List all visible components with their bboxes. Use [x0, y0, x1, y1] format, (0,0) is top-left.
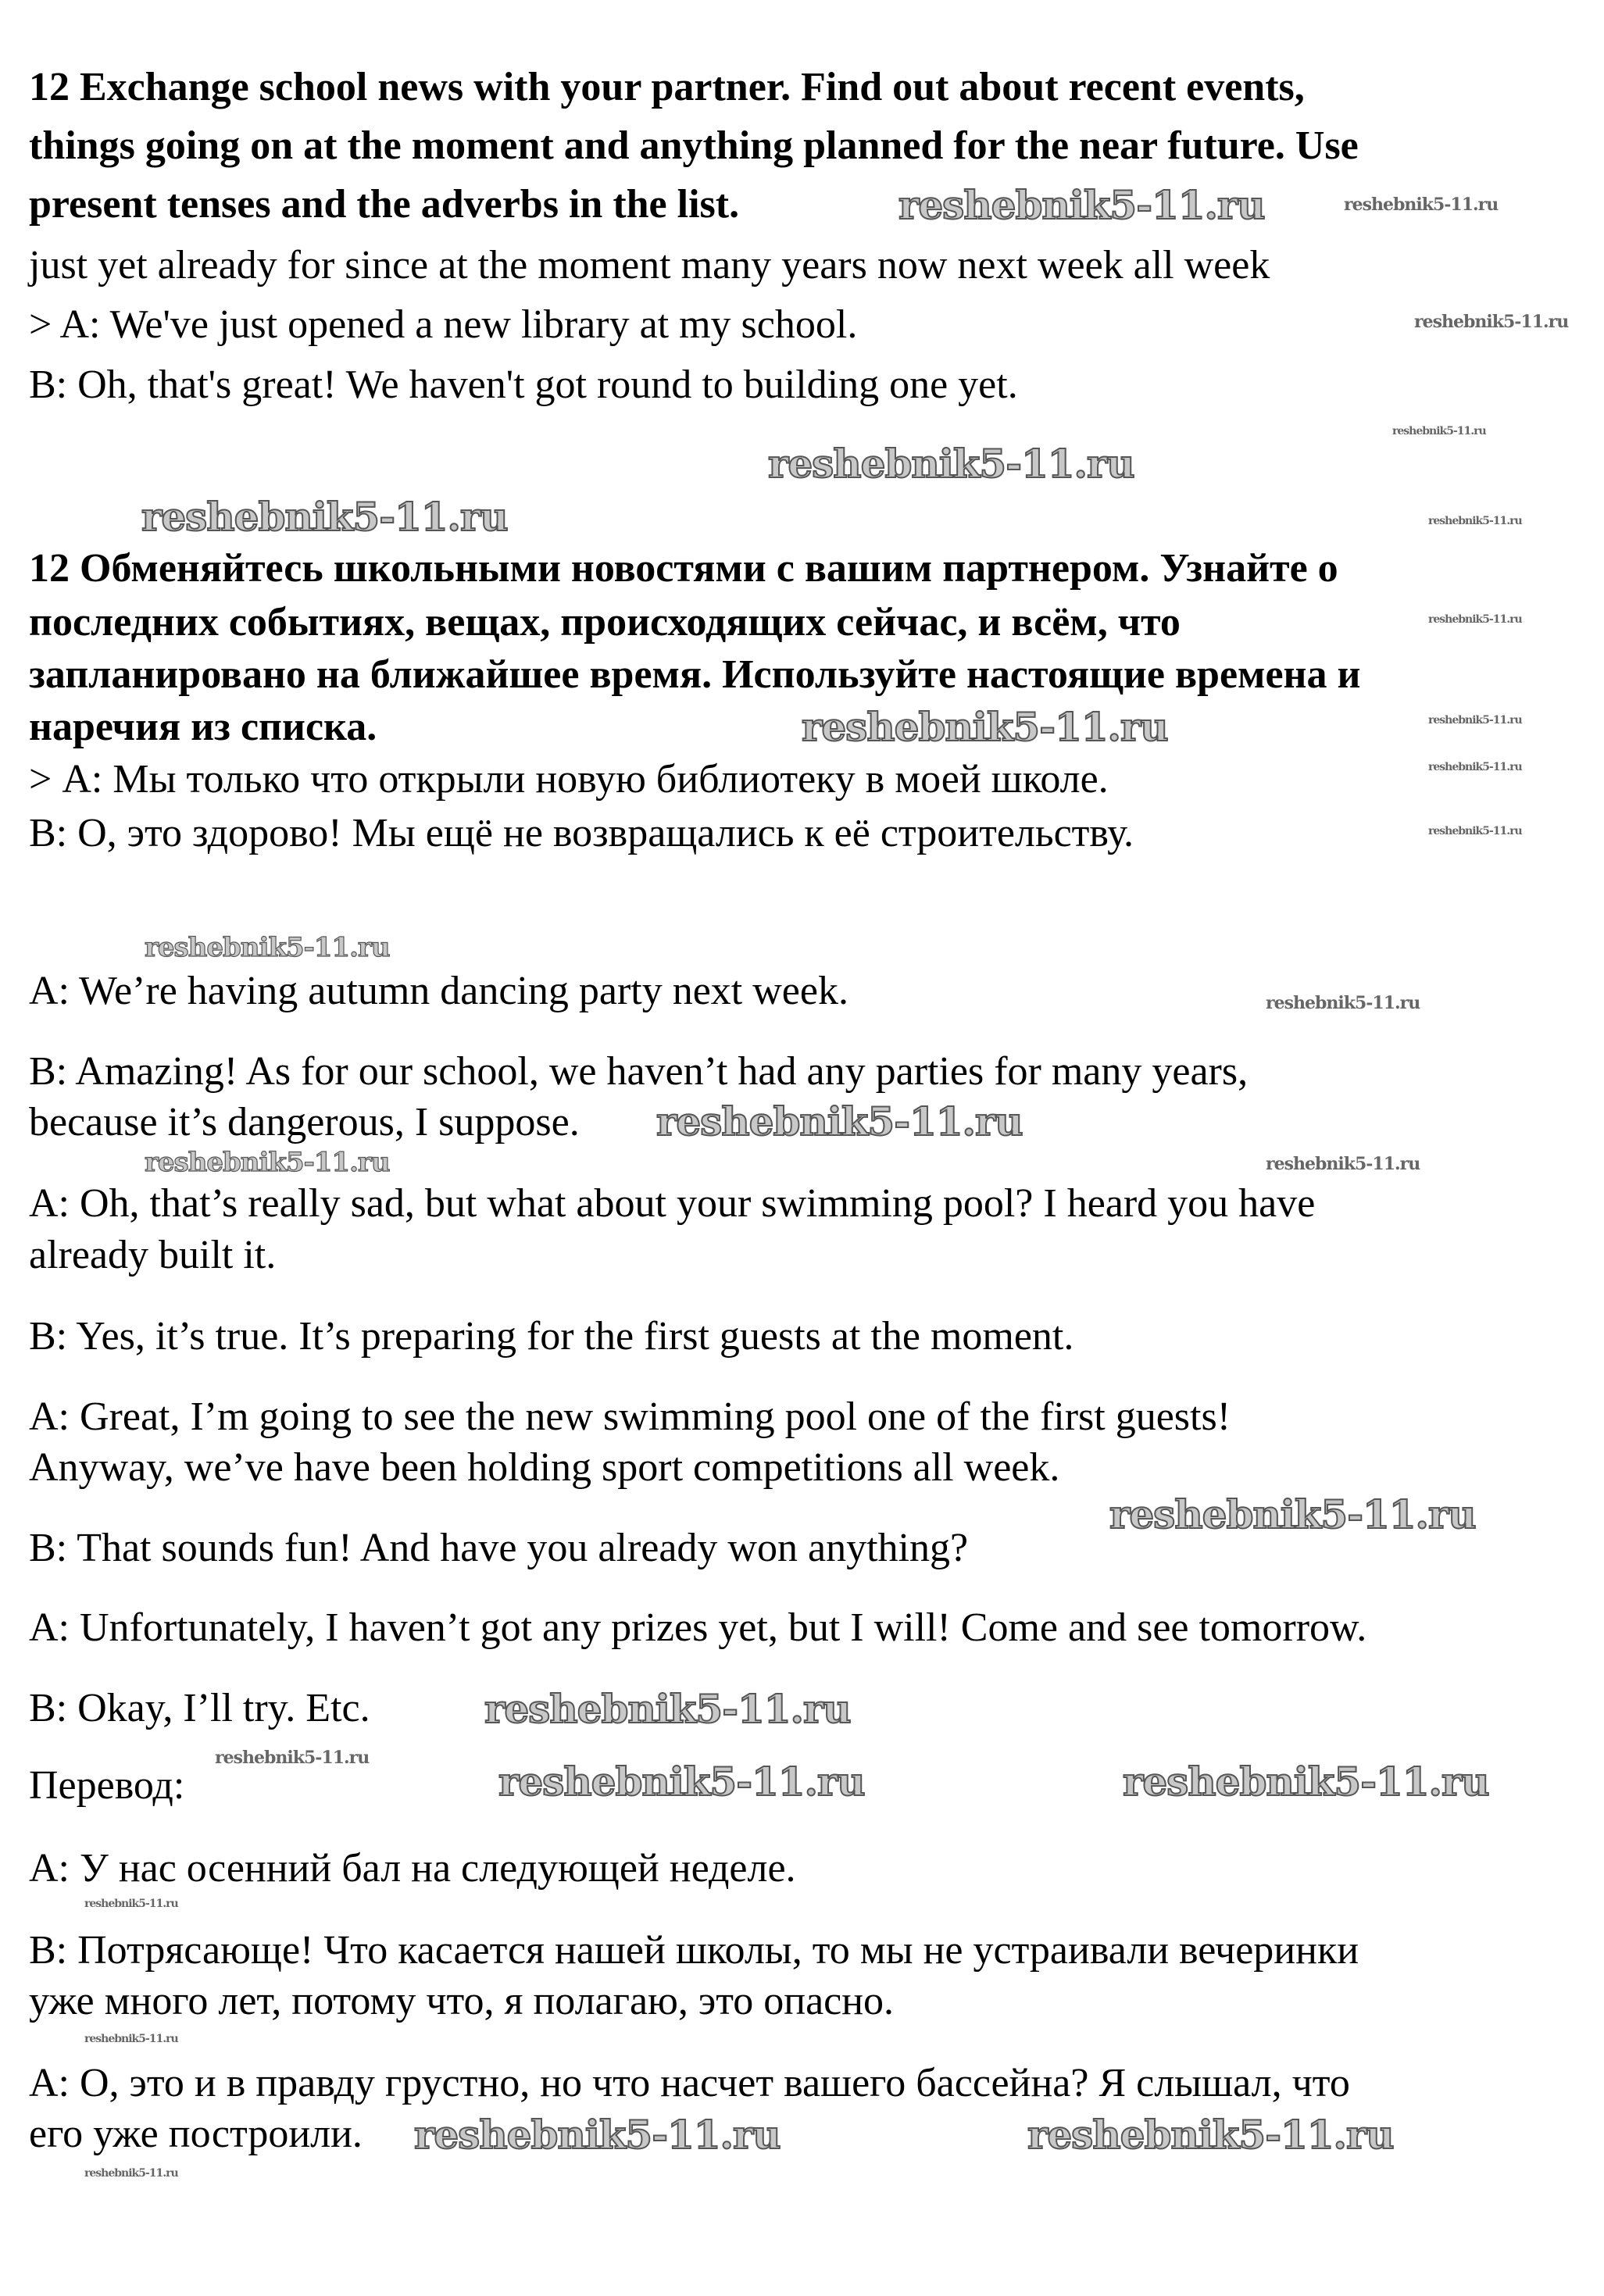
watermark: reshebnik5-11.ru [1027, 2112, 1394, 2158]
example-line: > A: We've just opened a new library at my school. [29, 302, 858, 347]
example-line-ru: > А: Мы только что открыли новую библиотеку в моей школе. [29, 757, 1109, 802]
task-title-en: things going on at the moment and anything planned for the near future. Use [29, 123, 1359, 168]
watermark: reshebnik5-11.ru [768, 441, 1134, 487]
watermark: reshebnik5-11.ru [1428, 761, 1522, 773]
example-line-ru: В: О, это здорово! Мы ещё не возвращались к её строительству. [29, 811, 1134, 855]
watermark: reshebnik5-11.ru [1428, 714, 1522, 727]
answer-line: B: That sounds fun! And have you already won anything? [29, 1526, 969, 1570]
translation-line: его уже построили. [29, 2112, 363, 2156]
task-title-en: present tenses and the adverbs in the list. [29, 182, 740, 227]
task-title-ru: наречия из списка. [29, 705, 377, 749]
watermark: reshebnik5-11.ru [145, 932, 390, 963]
translation-line: В: Потрясающе! Что касается нашей школы, то мы не устраивали вечеринки [29, 1928, 1359, 1973]
answer-line: A: Oh, that’s really sad, but what about your swimming pool? I heard you have [29, 1181, 1316, 1226]
translation-line: А: О, это и в правду грустно, но что насчет вашего бассейна? Я слышал, что [29, 2061, 1350, 2105]
translation-label: Перевод: [29, 1763, 185, 1808]
answer-line: A: We’re having autumn dancing party next week. [29, 969, 848, 1013]
watermark: reshebnik5-11.ru [215, 1748, 370, 1768]
watermark: reshebnik5-11.ru [1428, 825, 1522, 837]
watermark: reshebnik5-11.ru [84, 2033, 178, 2045]
watermark: reshebnik5-11.ru [1344, 195, 1499, 215]
watermark: reshebnik5-11.ru [802, 704, 1168, 750]
translation-line: уже много лет, потому что, я полагаю, это опасно. [29, 1979, 895, 2023]
watermark: reshebnik5-11.ru [1266, 993, 1420, 1013]
watermark: reshebnik5-11.ru [1123, 1759, 1489, 1805]
watermark: reshebnik5-11.ru [1392, 425, 1486, 437]
watermark: reshebnik5-11.ru [414, 2112, 781, 2158]
answer-line: B: Amazing! As for our school, we haven’t had any parties for many years, [29, 1049, 1249, 1094]
watermark: reshebnik5-11.ru [84, 2167, 178, 2180]
task-title-en: 12 Exchange school news with your partner. Find out about recent events, [29, 65, 1305, 109]
example-line: B: Oh, that's great! We haven't got round to building one yet. [29, 362, 1018, 407]
adverb-list: just yet already for since at the moment many years now next week all week [29, 243, 1270, 287]
watermark: reshebnik5-11.ru [498, 1759, 865, 1805]
task-title-ru: последних событиях, вещах, происходящих сейчас, и всём, что [29, 600, 1181, 645]
watermark: reshebnik5-11.ru [1428, 515, 1522, 527]
watermark: reshebnik5-11.ru [145, 1147, 390, 1178]
watermark: reshebnik5-11.ru [1414, 312, 1569, 332]
watermark: reshebnik5-11.ru [84, 1898, 178, 1910]
answer-line: A: Unfortunately, I haven’t got any prizes yet, but I will! Come and see tomorrow. [29, 1605, 1367, 1650]
task-title-ru: 12 Обменяйтесь школьными новостями с вашим партнером. Узнайте о [29, 546, 1338, 591]
answer-line: because it’s dangerous, I suppose. [29, 1100, 580, 1144]
answer-line: B: Yes, it’s true. It’s preparing for the first guests at the moment. [29, 1314, 1074, 1359]
task-title-ru: запланировано на ближайшее время. Используйте настоящие времена и [29, 652, 1361, 697]
translation-line: А: У нас осенний бал на следующей неделе. [29, 1846, 796, 1891]
watermark: reshebnik5-11.ru [484, 1686, 851, 1732]
watermark: reshebnik5-11.ru [1266, 1154, 1420, 1174]
watermark: reshebnik5-11.ru [1109, 1491, 1476, 1537]
answer-line: B: Okay, I’ll try. Etc. [29, 1686, 370, 1730]
watermark: reshebnik5-11.ru [656, 1098, 1023, 1144]
watermark: reshebnik5-11.ru [1428, 613, 1522, 626]
watermark: reshebnik5-11.ru [898, 182, 1265, 228]
answer-line: A: Great, I’m going to see the new swimming pool one of the first guests! [29, 1394, 1231, 1439]
watermark: reshebnik5-11.ru [141, 494, 508, 540]
answer-line: Anyway, we’ve have been holding sport competitions all week. [29, 1445, 1060, 1490]
answer-line: already built it. [29, 1233, 277, 1277]
